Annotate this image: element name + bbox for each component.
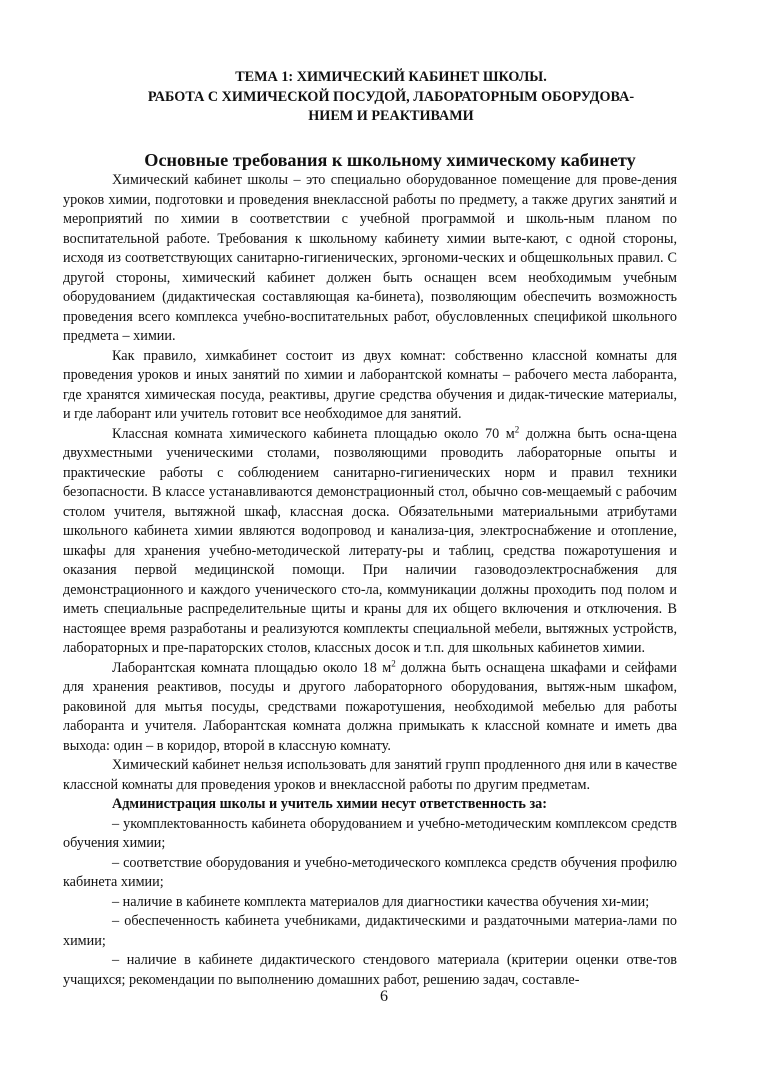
body-paragraphs [63, 171, 677, 990]
square-superscript: 2 [514, 423, 520, 434]
paragraph-classroom [63, 425, 677, 659]
topic-heading-line-1: ТЕМА 1: ХИМИЧЕСКИЙ КАБИНЕТ ШКОЛЫ. [235, 69, 547, 85]
page-number: 6 [380, 988, 388, 1005]
paragraph-rooms: Как правило, химкабинет состоит из двух комнат: собственно классной комнаты для проведения уроков и иных занятий по химии и лаборантской комнаты – рабочего места лаборанта, где хранятся химическая посуда, реактивы, другие средства обучения и дидак-тические материалы, и где лаборант или учитель готовит все необходимое для занятий. [63, 347, 677, 422]
classroom-text-start: Классная комната химического кабинета площадью около 70 м [112, 425, 515, 442]
lab-room-text-start: Лаборантская комната площадью около 18 м [112, 659, 392, 676]
square-superscript: 2 [391, 657, 396, 668]
list-item: – обеспеченность кабинета учебниками, дидактическими и раздаточными материа-лами по химии; [63, 913, 677, 949]
paragraph-lab-room [63, 659, 677, 757]
topic-heading [96, 68, 686, 127]
list-item: – наличие в кабинете дидактического стендового материала (критерии оценки отве-тов учащихся; рекомендации по выполнению домашних работ, решению задач, составле- [63, 952, 677, 988]
paragraph-restrictions: Химический кабинет нельзя использовать для занятий групп продленного дня или в качестве классной комнаты для проведения уроков и внеклассной работы по другим предметам. [63, 757, 677, 793]
section-title: Основные требования к школьному химическому кабинету [144, 150, 636, 170]
topic-heading-line-2: РАБОТА С ХИМИЧЕСКОЙ ПОСУДОЙ, ЛАБОРАТОРНЫМ ОБОРУДОВА- [147, 88, 635, 105]
list-item: – укомплектованность кабинета оборудованием и учебно-методическим комплексом средств обучения химии; [63, 815, 677, 851]
responsibility-heading: Администрация школы и учитель химии несут ответственность за: [112, 796, 547, 812]
lab-room-text-end: должна быть оснащена шкафами и сейфами для хранения реактивов, посуды и другого лабораторного оборудования, вытяж-ным шкафом, раковиной для мытья посуды, средствами пожаротушения, необходимой мебелью для работы лаборанта и учителя. Лаборантская комната должна примыкать к классной комнате и иметь два выхода: один – в коридор, второй в классную комнату. [63, 659, 677, 754]
classroom-text-end: должна быть осна-щена двухместными ученическими столами, позволяющими проводить лабораторные опыты и практические работы с соблюдением санитарно-гигиенических норм и правил техники безопасности. В классе устанавливаются демонстрационный стол, обычно сов-мещаемый с рабочим столом учителя, вытяжной шкаф, классная доска. Обязательными материальными атрибутами школьного кабинета химии являются водопровод и канализа-ция, электроснабжение и отопление, шкафы для хранения учебно-методической литерату-ры и таблиц, средства пожаротушения и оказания первой медицинской помощи. При наличии газоводоэлектроснабжения для демонстрационного и каждого ученического сто-ла, коммуникации должны проходить под полом и иметь специальные распределительные щиты и краны для их общего включения и отключения. В настоящее время разработаны и реализуются комплекты специальной мебели, вытяжных устройств, лабораторных и пре-параторских столов, классных досок и т.п. для школьных кабинетов химии. [63, 425, 677, 656]
topic-heading-line-3: НИЕМ И РЕАКТИВАМИ [308, 108, 474, 124]
list-item: – наличие в кабинете комплекта материалов для диагностики качества обучения хи-мии; [112, 893, 650, 910]
paragraph-intro: Химический кабинет школы – это специально оборудованное помещение для прове-дения уроков химии, подготовки и проведения внеклассной работы по предмету, а также других занятий и мероприятий по химии в соответствии с учебной программой и школь-ным планом по воспитательной работе. Требования к школьному кабинету химии выте-кают, с одной стороны, исходя из соответствующих санитарно-гигиенических, эргономи-ческих и общешкольных правил. С другой стороны, химический кабинет должен быть оснащен всем необходимым учебным оборудованием (дидактическая составляющая ка-бинета), позволяющим обеспечить возможность проведения всего комплекса учебно-воспитательных работ, обусловленных спецификой школьного предмета – химии. [63, 172, 677, 344]
list-item: – соответствие оборудования и учебно-методического комплекса средств обучения профилю кабинета химии; [63, 854, 677, 890]
